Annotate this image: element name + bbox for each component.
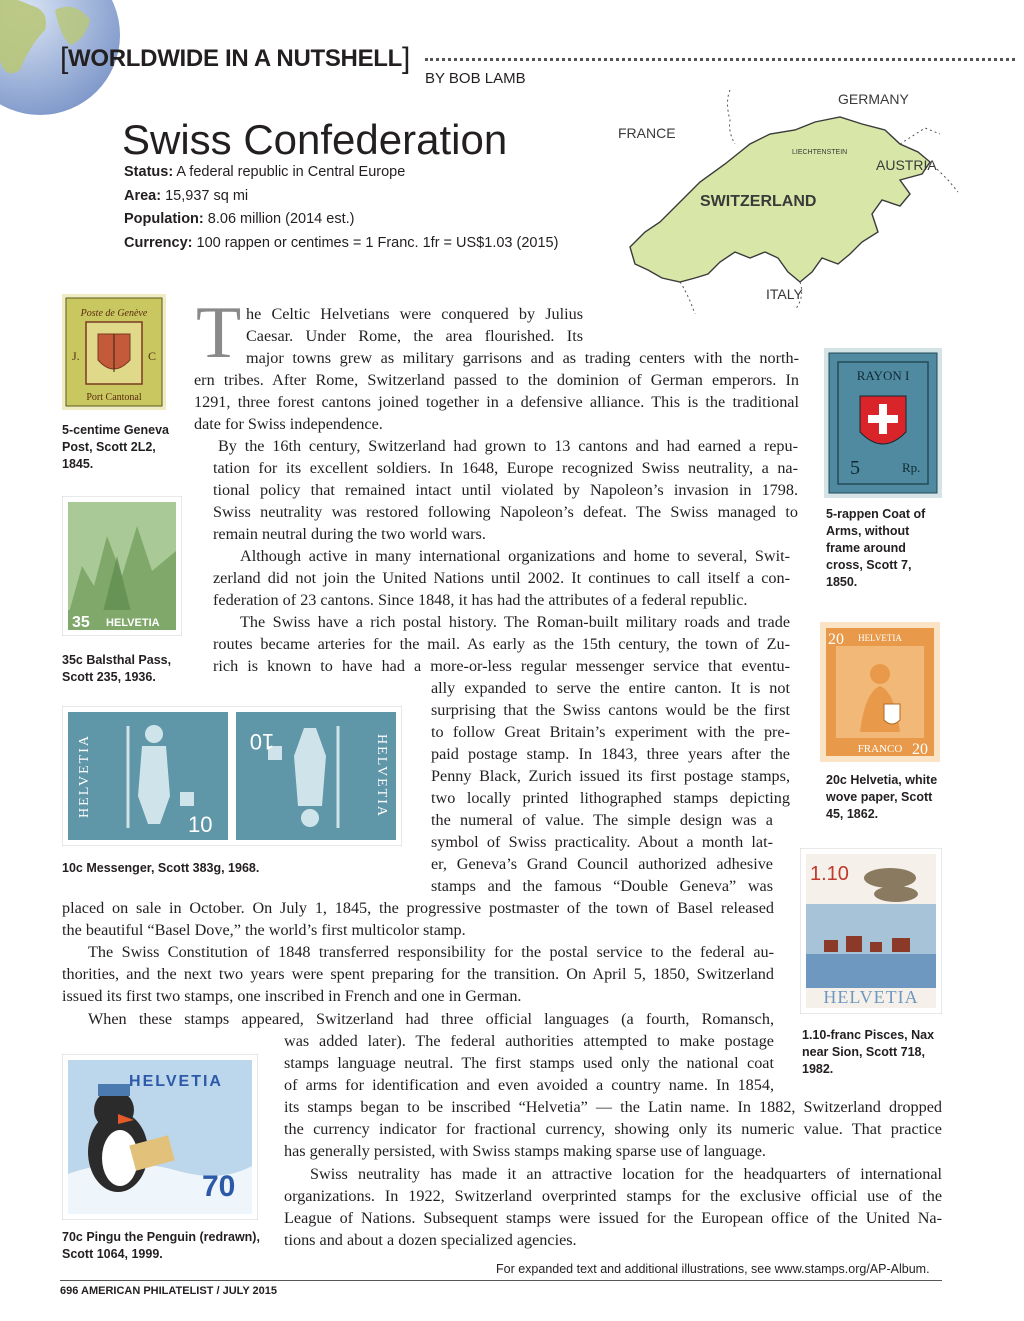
country-title: Swiss Confederation (122, 116, 508, 163)
map-label-austria: AUSTRIA (876, 157, 937, 173)
stamp-geneva-post (62, 294, 166, 410)
article-line: paid postage stamp. In 1843, three years after the (431, 745, 790, 763)
article-line: of arms for identification and even avoided a country name. In 1854, (284, 1076, 774, 1094)
fact-label: Population: (124, 211, 204, 227)
stamp-text: 20 (912, 741, 928, 758)
stamp-text: 10 (249, 729, 275, 754)
fact-label: Status: (124, 164, 174, 180)
article-line: date for Swiss independence. (194, 415, 383, 433)
article-line: to follow Great Britain’s experiment with the pre- (431, 723, 790, 741)
stamp-helvetia-seated (820, 622, 940, 762)
stamp-messenger-pair (62, 706, 402, 846)
stamp-coat-of-arms (824, 348, 942, 498)
byline: BY BOB LAMB (425, 70, 526, 87)
article-line: symbol of Swiss practicality. About a month lat- (431, 833, 773, 851)
fact-value: A federal republic in Central Europe (176, 164, 406, 180)
stamp-text: Poste de Genève (80, 308, 148, 319)
article-line: rich is known to have had a more-or-less regular messenger service that eventu- (213, 657, 790, 675)
fact-value: 8.06 million (2014 est.) (207, 211, 355, 227)
stamp-pingu (62, 1054, 258, 1220)
article-line: The Swiss have a rich postal history. The Roman-built military roads and trade (240, 613, 790, 631)
stamp-text: 5 (850, 457, 860, 479)
article-line: Although active in many international organizations and home to several, Swit- (240, 547, 790, 565)
stamp-text: 20 (828, 631, 844, 648)
article-line: Swiss neutrality has made it an attractive location for the headquarters of international (310, 1165, 942, 1183)
article-line: tions and about a dozen specialized agencies. (284, 1231, 577, 1249)
article-line: he Celtic Helvetians were conquered by Julius (246, 305, 583, 323)
article-line: federation of 23 cantons. Since 1848, it has had the attributes of a federal republic. (213, 591, 748, 609)
article-line: zerland did not join the United Nations until 2002. It continues to call itself a con- (213, 569, 790, 587)
stamp-text: C (148, 349, 157, 363)
stamp-text: 10 (188, 812, 213, 837)
stamp-text: Port Cantonal (86, 392, 142, 403)
stamp-text: 1.10 (810, 863, 849, 885)
stamp-text: HELVETIA (374, 734, 389, 818)
fact-label: Area: (124, 188, 162, 204)
drop-cap: T (196, 292, 242, 374)
article-line: was added later). The federal authorities attempted to make postage (284, 1032, 774, 1050)
article-line: issued its first two stamps, one inscribed in French and one in German. (62, 987, 522, 1005)
article-line: League of Nations. Subsequent stamps were issued for the European office of the United Na- (284, 1209, 942, 1227)
stamp-text: HELVETIA (129, 1073, 223, 1090)
switzerland-map (600, 82, 960, 322)
dotted-rule (425, 58, 1015, 61)
article-line: stamps language neutral. The first stamps used only the national coat (284, 1054, 774, 1072)
article-line: 1291, three forest cantons joined together in a defensive alliance. This is the traditional (194, 393, 799, 411)
stamp-caption: 5-centime Geneva Post, Scott 2L2, 1845. (62, 423, 169, 471)
stamp-text: 70 (202, 1170, 236, 1203)
article-line: the numeral of value. The simple design was a (431, 811, 773, 829)
stamp-caption: 70c Pingu the Penguin (redrawn), Scott 1064, 1999. (62, 1230, 260, 1261)
stamp-text: Rp. (902, 460, 921, 475)
article-line: organizations. In 1922, Switzerland overprinted stamps for the exclusive official use of the (284, 1187, 942, 1205)
stamp-caption: 35c Balsthal Pass, Scott 235, 1936. (62, 653, 172, 684)
article-line: The Swiss Constitution of 1848 transferred responsibility for the postal service to the federal au- (88, 943, 774, 961)
stamp-balsthal-pass (62, 496, 182, 636)
article-line: surprising that the Swiss cantons would be the first (431, 701, 790, 719)
fact-area (124, 188, 248, 204)
fact-status (124, 164, 405, 180)
fact-label: Currency: (124, 235, 193, 251)
article-line: major towns grew as military garrisons and as trading centers with the north- (246, 349, 799, 367)
article-line: the currency indicator for fractional currency, showing only its numeric value. That practice (284, 1120, 942, 1138)
article-line: stamps and the famous “Double Geneva” was (431, 877, 773, 895)
stamp-caption: 5-rappen Coat of Arms, without frame around cross, Scott 7, 1850. (826, 507, 926, 589)
stamp-caption: 10c Messenger, Scott 383g, 1968. (62, 861, 260, 875)
folio: 696 AMERICAN PHILATELIST / JULY 2015 (60, 1285, 278, 1297)
map-label-germany: GERMANY (838, 91, 909, 107)
fact-population (124, 211, 354, 227)
article-line: Swiss neutrality was restored following Napoleon’s defeat. The Swiss managed to (213, 503, 798, 521)
article-line: remain neutral during the two world wars. (213, 525, 486, 543)
article-line: placed on sale in October. On July 1, 1845, the progressive postmaster of the town of Basel released (62, 899, 774, 917)
article-line: the beautiful “Basel Dove,” the world’s first multicolor stamp. (62, 921, 466, 939)
map-label-italy: ITALY (766, 286, 803, 302)
stamp-text: RAYON I (856, 368, 910, 383)
article-line: Caesar. Under Rome, the area flourished. Its (246, 327, 583, 345)
article-line: routes became arteries for the mail. As early as the 15th century, the town of Zu- (213, 635, 790, 653)
article-line: ally expanded to serve the entire canton. It is not (431, 679, 790, 697)
article-line: When these stamps appeared, Switzerland had three official languages (a fourth, Romansch, (88, 1010, 774, 1028)
stamp-pisces (800, 848, 942, 1014)
article-line: By the 16th century, Switzerland had grown to 13 cantons and had earned a repu- (218, 437, 798, 455)
stamp-text: J. (72, 349, 80, 363)
article-line: has generally persisted, with Swiss stamps making sparse use of language. (284, 1142, 766, 1160)
stamp-text: HELVETIA (77, 734, 92, 818)
stamp-text: HELVETIA (858, 633, 902, 643)
fact-currency (124, 235, 558, 251)
map-label-switzerland: SWITZERLAND (700, 193, 817, 210)
map-label-france: FRANCE (618, 125, 676, 141)
article-line: thorities, and the next two years were spent preparing for the transition. On April 5, 1850, Switzerland (62, 965, 774, 983)
article-line: ern tribes. After Rome, Switzerland passed to the dominion of German emperors. In (194, 371, 799, 389)
stamp-caption: 20c Helvetia, white wove paper, Scott 45, 1862. (826, 773, 938, 821)
article-line: er, Geneva’s Grand Council authorized adhesive (431, 855, 773, 873)
footer-note: For expanded text and additional illustrations, see www.stamps.org/AP-Album. (496, 1262, 930, 1276)
article-line: tation for its excellent soldiers. In 1648, Europe recognized Swiss neutrality, a na- (213, 459, 798, 477)
stamp-caption: 1.10-franc Pisces, Nax near Sion, Scott 718, 1982. (802, 1028, 935, 1076)
map-label-liechtenstein: LIECHTENSTEIN (792, 149, 848, 156)
article-line: Penny Black, Zurich issued its first postage stamps, (431, 767, 790, 785)
section-title-text: WORLDWIDE IN A NUTSHELL (68, 45, 402, 72)
article-line: its stamps began to be inscribed “Helvetia” — the Latin name. In 1882, Switzerland dropped (284, 1098, 942, 1116)
footer-rule (60, 1280, 942, 1281)
article-line: tional policy that remained intact until violated by Napoleon’s invasion in 1798. (213, 481, 798, 499)
stamp-text: HELVETIA (823, 987, 919, 1007)
stamp-text: HELVETIA (106, 617, 160, 629)
fact-value: 100 rappen or centimes = 1 Franc. 1fr = US$1.03 (2015) (196, 235, 559, 251)
stamp-text: 35 (72, 614, 90, 631)
article-line: two locally printed lithographed stamps depicting (431, 789, 790, 807)
fact-value: 15,937 sq mi (165, 188, 249, 204)
section-title: [WORLDWIDE IN A NUTSHELL] (60, 42, 411, 75)
stamp-text: FRANCO (857, 743, 903, 755)
